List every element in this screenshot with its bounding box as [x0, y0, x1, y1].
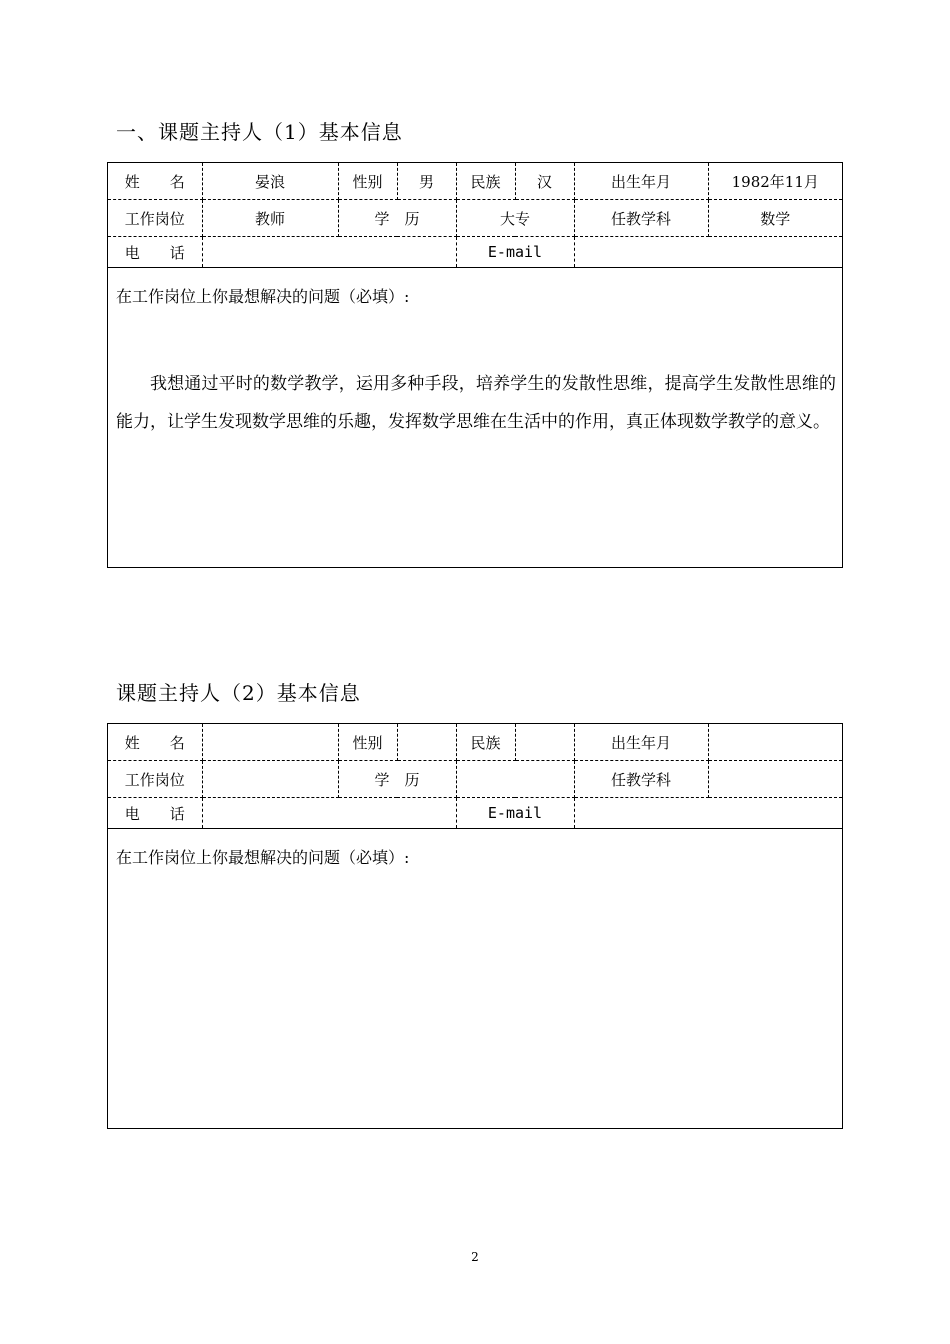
- gender-field[interactable]: [397, 724, 456, 761]
- subject-field[interactable]: [708, 761, 842, 798]
- section1-form: [107, 162, 843, 568]
- education-label: 学 历: [338, 200, 456, 237]
- email-field[interactable]: [574, 798, 842, 829]
- name-field[interactable]: [202, 724, 338, 761]
- education-field[interactable]: 大专: [456, 200, 574, 237]
- gender-label: 性别: [338, 724, 397, 761]
- education-label: 学 历: [338, 761, 456, 798]
- section1-question-box[interactable]: [108, 268, 842, 567]
- gender-field[interactable]: 男: [397, 163, 456, 200]
- ethnic-field[interactable]: [515, 724, 574, 761]
- section2-question-label: 在工作岗位上你最想解决的问题（必填）:: [116, 848, 410, 867]
- name-label: 姓 名: [108, 163, 202, 200]
- position-label: 工作岗位: [108, 761, 202, 798]
- name-label: 姓 名: [108, 724, 202, 761]
- birth-label: 出生年月: [574, 724, 708, 761]
- subject-label: 任教学科: [574, 200, 708, 237]
- subject-field[interactable]: 数学: [708, 200, 842, 237]
- name-field[interactable]: 晏浪: [202, 163, 338, 200]
- section1-info-table: [108, 163, 842, 268]
- section2-form: [107, 723, 843, 1129]
- section1-title: 一、课题主持人（1）基本信息: [116, 120, 403, 144]
- email-field[interactable]: [574, 237, 842, 268]
- section2-info-table: [108, 724, 842, 829]
- position-label: 工作岗位: [108, 200, 202, 237]
- position-field[interactable]: [202, 761, 338, 798]
- ethnic-field[interactable]: 汉: [515, 163, 574, 200]
- ethnic-label: 民族: [456, 724, 515, 761]
- section1-question-label: 在工作岗位上你最想解决的问题（必填）:: [116, 287, 410, 306]
- email-label: E-mail: [456, 798, 574, 829]
- phone-field[interactable]: [202, 798, 456, 829]
- phone-field[interactable]: [202, 237, 456, 268]
- section2-title: 课题主持人（2）基本信息: [116, 681, 361, 705]
- section2-question-box[interactable]: [108, 829, 842, 1128]
- section2-answer-text: [108, 868, 842, 938]
- phone-label: 电 话: [108, 237, 202, 268]
- section1-answer-text: 我想通过平时的数学教学，运用多种手段，培养学生的发散性思维，提高学生发散性思维的能力，让学生发现数学思维的乐趣，发挥数学思维在生活中的作用，真正体现数学教学的意义。: [116, 374, 836, 432]
- ethnic-label: 民族: [456, 163, 515, 200]
- page-number: 2: [471, 1250, 479, 1264]
- birth-label: 出生年月: [574, 163, 708, 200]
- subject-label: 任教学科: [574, 761, 708, 798]
- gender-label: 性别: [338, 163, 397, 200]
- position-field[interactable]: 教师: [202, 200, 338, 237]
- birth-field[interactable]: [708, 724, 842, 761]
- education-field[interactable]: [456, 761, 574, 798]
- birth-field[interactable]: 1982年11月: [708, 163, 842, 200]
- email-label: E-mail: [456, 237, 574, 268]
- phone-label: 电 话: [108, 798, 202, 829]
